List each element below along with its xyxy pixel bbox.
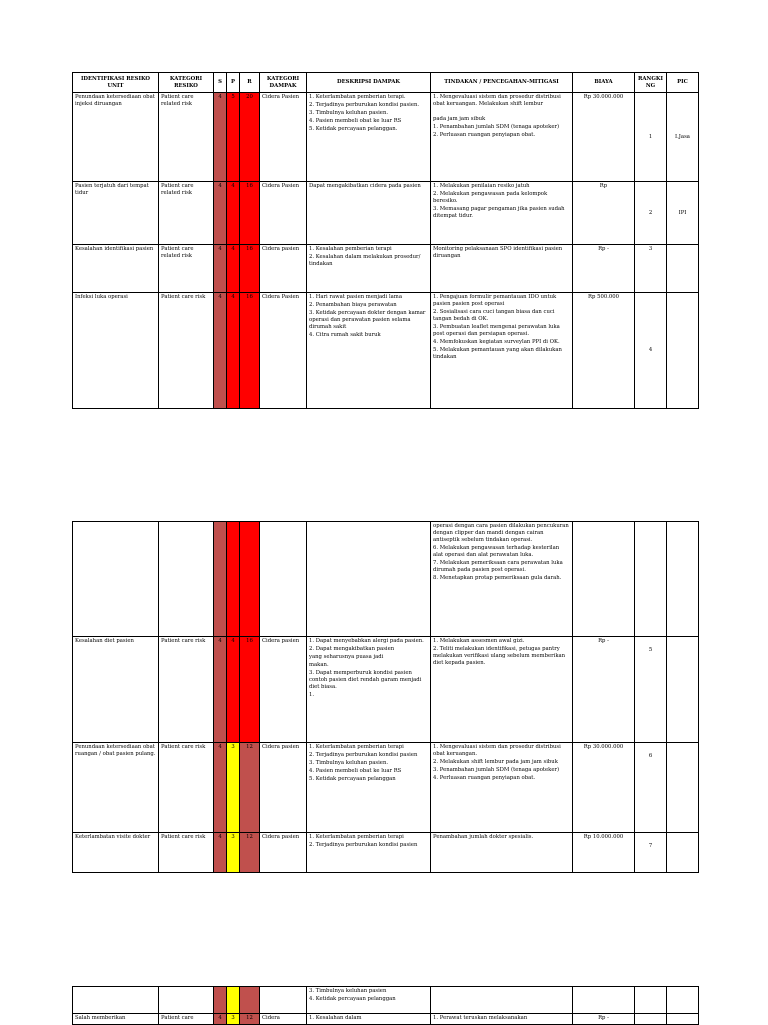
cost-cell: Rp -: [573, 245, 635, 293]
description-cell: [307, 93, 431, 182]
action-item: 3. Pembuatan leaflet mengenai perawatan luka post operasi dan persiapan operasi.: [433, 324, 560, 337]
action-item: 7. Melakukan pemeriksaan cara perawatan luka dirumah pada pasien post operasi.: [433, 560, 563, 573]
description-cell: [307, 637, 431, 743]
category-cell: Patient care related risk: [159, 182, 214, 245]
probability-cell: 3: [227, 1014, 240, 1025]
category-cell: [159, 522, 214, 637]
action-item: 3. Memasang pagar pengaman jika pasien sudah ditempat tidur.: [433, 206, 565, 219]
impact-cell: Cidera Pasien: [260, 293, 307, 409]
description-item: 3. Dapat memperburuk kondisi pasien contoh pasien diet rendah garam menjadi diet biasa.: [309, 670, 422, 690]
action-item: 2. Melakukan shift lembur pada jam jam sibuk: [433, 759, 558, 765]
cost-cell: Rp -: [573, 1014, 635, 1025]
action-item: 2. Sosialisasi cara cuci tangan biasa dan cuci tangan bedah di OK.: [433, 309, 555, 322]
category-cell: Patient care risk: [159, 833, 214, 873]
description-item: yang seharusnya puasa jadi: [309, 654, 384, 660]
category-cell: Patient care: [159, 1014, 214, 1025]
category-cell: Patient care risk: [159, 637, 214, 743]
rank-cell: 4: [635, 293, 667, 409]
category-cell: Patient care risk: [159, 743, 214, 833]
rank-cell: 6: [635, 743, 667, 833]
description-cell: [307, 182, 431, 245]
action-cell: [431, 743, 573, 833]
description-cell: [307, 245, 431, 293]
rank-cell: [635, 1014, 667, 1025]
category-cell: [159, 987, 214, 1014]
header-p: P: [227, 73, 240, 93]
action-cell: [431, 245, 573, 293]
action-cell: [431, 293, 573, 409]
description-item: 1. Dapat menyebabkan alergi pada pasien.: [309, 638, 424, 644]
rank-cell: 2: [635, 182, 667, 245]
header-kategori-dampak: KATEGORI DAMPAK: [260, 73, 307, 93]
description-item: 3. Ketidak percayaan dokter dengan kamar operasi dan perawatan pasien selama dirumah sakit: [309, 310, 426, 330]
action-item: 1. Melakukan penilaian resiko jatuh: [433, 183, 530, 189]
probability-cell: 5: [227, 93, 240, 182]
probability-cell: [227, 522, 240, 637]
description-cell: [307, 293, 431, 409]
action-cell: [431, 182, 573, 245]
risk-table-section-3: [72, 986, 699, 1025]
risk-score-cell: 20: [240, 93, 260, 182]
impact-cell: Cidera pasien: [260, 743, 307, 833]
description-item: 1. Hari rawat pasien menjadi lama: [309, 294, 402, 300]
action-item: 2. Melakukan pengawasan pada kelompok beresiko.: [433, 191, 548, 204]
cost-cell: [573, 522, 635, 637]
rank-cell: 3: [635, 245, 667, 293]
description-item: 2. Dapat mengakibatkan pasien: [309, 646, 395, 652]
risk-table-section-1: [72, 72, 699, 409]
severity-cell: 4: [214, 245, 227, 293]
action-cell: [431, 987, 573, 1014]
rank-cell: 7: [635, 833, 667, 873]
action-item: 1. Mengevaluasi sistem dan prosedur distribusi obat keruangan. Melakukan shift lembur: [433, 94, 561, 107]
action-item: operasi dengan cara pasien dilakukan pencukuran dengan clipper dan mandi dengan cairan antiseptik sebelum tindakan operasi.: [433, 523, 569, 543]
description-item: 2. Kesalahan dalam melakukan prosedur/ tindakan: [309, 254, 421, 267]
description-item: Dapat mengakibatkan cidera pada pasien: [309, 183, 421, 189]
probability-cell: [227, 987, 240, 1014]
description-item: 4. Pasien membeli obat ke luar RS: [309, 118, 402, 124]
severity-cell: 4: [214, 1014, 227, 1025]
description-item: makan.: [309, 662, 329, 668]
severity-cell: 4: [214, 833, 227, 873]
table-header-row: [73, 73, 699, 93]
impact-cell: [260, 522, 307, 637]
risk-table-section-2: [72, 521, 699, 873]
severity-cell: 4: [214, 293, 227, 409]
rank-cell: [635, 522, 667, 637]
description-item: 1. Kesalahan pemberian terapi: [309, 246, 392, 252]
impact-cell: Cidera pasien: [260, 833, 307, 873]
header-ranking: RANGKING: [635, 73, 667, 93]
description-item: 2. Terjadinya perburukan kondisi pasien.: [309, 102, 420, 108]
action-item: 1. Mengevaluasi sistem dan prosedur distribusi obat keruangan.: [433, 744, 561, 757]
cost-cell: Rp 10.000.000: [573, 833, 635, 873]
action-item: Penambahan jumlah dokter spesialis.: [433, 834, 534, 840]
risk-cell: Infeksi luka operasi: [73, 293, 159, 409]
action-item: 3. Penambahan jumlah SDM (tenaga apoteker): [433, 767, 560, 773]
table-row: [73, 743, 699, 833]
description-item: 4. Pasien membeli obat ke luar RS: [309, 768, 402, 774]
header-identifikasi: IDENTIFIKASI RESIKO UNIT: [73, 73, 159, 93]
risk-score-cell: 16: [240, 245, 260, 293]
risk-score-cell: 12: [240, 743, 260, 833]
header-tindakan: TINDAKAN / PENCEGAHAN-MITIGASI: [431, 73, 573, 93]
risk-score-cell: 12: [240, 1014, 260, 1025]
description-item: 2. Terjadinya perburukan kondisi pasien: [309, 752, 418, 758]
action-item: 8. Menetapkan protap pemeriksaan gula darah.: [433, 575, 562, 581]
risk-cell: Kesalahan diet pasien: [73, 637, 159, 743]
action-item: 1. Pengajuan formulir pemantauan IDO untuk pasien pasien post operasi: [433, 294, 557, 307]
pic-cell: [667, 743, 699, 833]
action-cell: [431, 833, 573, 873]
rank-cell: 5: [635, 637, 667, 743]
table-row-continuation: [73, 987, 699, 1014]
action-cell: [431, 93, 573, 182]
cost-cell: Rp -: [573, 637, 635, 743]
description-item: 4. Citra rumah sakit buruk: [309, 332, 381, 338]
description-item: 5. Ketidak percayaan pelanggan.: [309, 126, 398, 132]
risk-score-cell: 12: [240, 833, 260, 873]
probability-cell: 4: [227, 182, 240, 245]
severity-cell: [214, 987, 227, 1014]
risk-cell: Penundaan ketersediaan obat ruangan / obat pasien pulang.: [73, 743, 159, 833]
category-cell: Patient care related risk: [159, 245, 214, 293]
severity-cell: 4: [214, 93, 227, 182]
description-cell: [307, 743, 431, 833]
description-cell: [307, 987, 431, 1014]
pic-cell: [667, 245, 699, 293]
action-cell: [431, 637, 573, 743]
rank-cell: [635, 987, 667, 1014]
action-item: 5. Melakukan pemantauan yang akan dilakukan tindakan: [433, 347, 562, 360]
cost-cell: Rp 30.000.000: [573, 93, 635, 182]
pic-cell: [667, 293, 699, 409]
header-r: R: [240, 73, 260, 93]
table-row: [73, 93, 699, 182]
severity-cell: 4: [214, 743, 227, 833]
risk-cell: Penundaan ketersediaan obat injeksi diruangan: [73, 93, 159, 182]
table-row-continuation: [73, 522, 699, 637]
description-cell: 1. Kesalahan dalam: [307, 1014, 431, 1025]
description-item: 1.: [309, 692, 315, 698]
category-cell: Patient care related risk: [159, 93, 214, 182]
impact-cell: Cidera pasien: [260, 245, 307, 293]
probability-cell: 3: [227, 743, 240, 833]
probability-cell: 4: [227, 293, 240, 409]
pic-cell: I.Jasa: [667, 93, 699, 182]
action-item: pada jam jam sibuk: [433, 116, 486, 122]
probability-cell: 4: [227, 637, 240, 743]
table-row: [73, 182, 699, 245]
impact-cell: [260, 987, 307, 1014]
description-item: 4. Ketidak percayaan pelanggan: [309, 996, 396, 1002]
description-item: 5. Ketidak percayaan pelanggan: [309, 776, 396, 782]
action-item: Monitoring pelaksanaan SPO identifikasi pasien diruangan: [433, 246, 563, 259]
pic-cell: [667, 637, 699, 743]
description-item: 2. Penambahan biaya perawatan: [309, 302, 397, 308]
risk-cell: [73, 522, 159, 637]
action-item: 4. Perluasan ruangan penyiapan obat.: [433, 775, 536, 781]
header-s: S: [214, 73, 227, 93]
description-item: 1. Keterlambatan pemberian terapi: [309, 834, 404, 840]
severity-cell: 4: [214, 637, 227, 743]
cost-cell: Rp 30.000.000: [573, 743, 635, 833]
impact-cell: Cidera Pasien: [260, 93, 307, 182]
impact-cell: Cidera Pasien: [260, 182, 307, 245]
cost-cell: Rp 500.000: [573, 293, 635, 409]
risk-score-cell: [240, 987, 260, 1014]
action-item: 4. Memfokuskan kegiatan surveylan PPI di OK.: [433, 339, 560, 345]
pic-cell: [667, 987, 699, 1014]
severity-cell: 4: [214, 182, 227, 245]
risk-score-cell: 16: [240, 293, 260, 409]
pic-cell: [667, 522, 699, 637]
header-biaya: BIAYA: [573, 73, 635, 93]
action-item: 2. Perluasan ruangan penyiapan obat.: [433, 132, 536, 138]
action-item: 1. Penambahan jumlah SDM (tenaga apoteker): [433, 124, 560, 130]
description-item: 3. Timbulnya keluhan pasien: [309, 988, 387, 994]
action-cell: 1. Perawat teruskan melaksanakan: [431, 1014, 573, 1025]
table-row: [73, 245, 699, 293]
action-item: 2. Teliti melakukan identifikasi, petugas pantry melakukan verifikasi ulang sebelum memberikan diet kepada pasien.: [433, 646, 566, 666]
risk-score-cell: [240, 522, 260, 637]
description-cell: [307, 833, 431, 873]
risk-cell: Pasien terjatuh dari tempat tidur: [73, 182, 159, 245]
risk-cell: Salah memberikan: [73, 1014, 159, 1025]
severity-cell: [214, 522, 227, 637]
cost-cell: Rp: [573, 182, 635, 245]
risk-cell: Keterlambatan visite dokter: [73, 833, 159, 873]
risk-score-cell: 16: [240, 182, 260, 245]
table-row: [73, 293, 699, 409]
table-row: [73, 833, 699, 873]
probability-cell: 3: [227, 833, 240, 873]
action-item: 1. Melakukan assesmen awal gizi.: [433, 638, 525, 644]
cost-cell: [573, 987, 635, 1014]
risk-cell: [73, 987, 159, 1014]
risk-score-cell: 16: [240, 637, 260, 743]
description-item: 3. Timbulnya keluhan pasien.: [309, 760, 389, 766]
description-item: 1. Keterlambatan pemberian terapi.: [309, 94, 406, 100]
header-kategori: KATEGORI RESIKO: [159, 73, 214, 93]
action-item: 6. Melakukan pengawasan terhadap kesterilan alat operasi dan alat perawatan luka.: [433, 545, 560, 558]
table-row: [73, 637, 699, 743]
description-item: 2. Terjadinya perburukan kondisi pasien: [309, 842, 418, 848]
action-cell: [431, 522, 573, 637]
table-row: [73, 1014, 699, 1025]
risk-cell: Kesalahan identifikasi pasien: [73, 245, 159, 293]
header-deskripsi: DESKRIPSI DAMPAK: [307, 73, 431, 93]
impact-cell: Cidera pasien: [260, 637, 307, 743]
pic-cell: IPI: [667, 182, 699, 245]
pic-cell: [667, 833, 699, 873]
description-item: 3. Timbulnya keluhan pasien.: [309, 110, 389, 116]
impact-cell: Cidera: [260, 1014, 307, 1025]
description-item: 1. Keterlambatan pemberian terapi: [309, 744, 404, 750]
pic-cell: [667, 1014, 699, 1025]
header-pic: PIC: [667, 73, 699, 93]
probability-cell: 4: [227, 245, 240, 293]
rank-cell: 1: [635, 93, 667, 182]
description-cell: [307, 522, 431, 637]
category-cell: Patient care risk: [159, 293, 214, 409]
